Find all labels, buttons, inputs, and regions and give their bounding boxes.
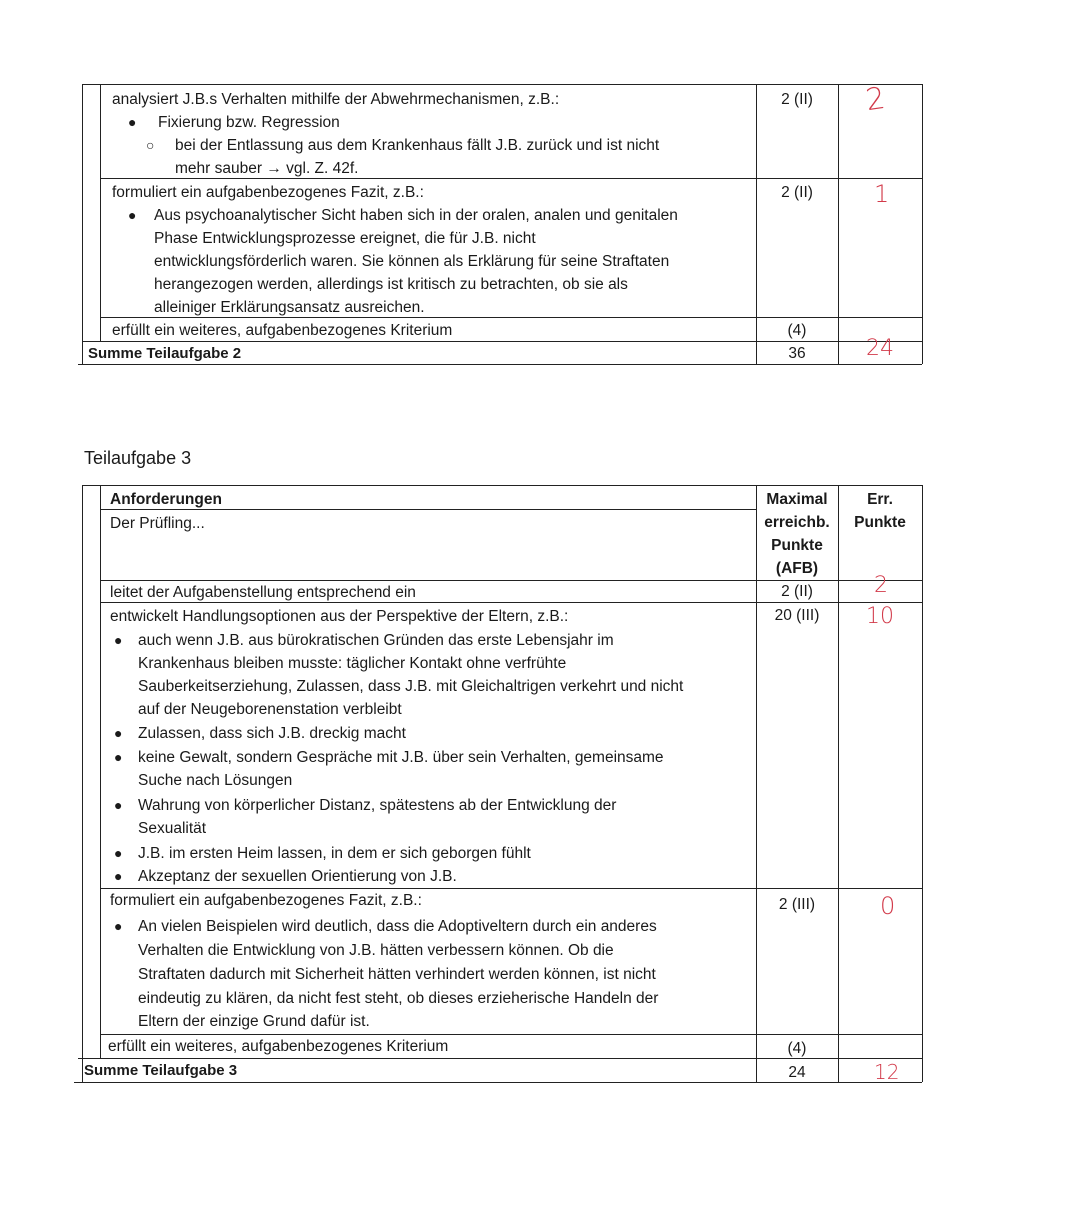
max-points: 2 (II) (781, 91, 813, 108)
sum-label: Summe Teilaufgabe 2 (88, 345, 242, 362)
fazit-line: Straftaten dadurch mit Sicherheit hätten verhindert werden können, ist nicht (138, 966, 656, 983)
max-points: 2 (II) (781, 184, 813, 201)
option-line: Sauberkeitserziehung, Zulassen, dass J.B. mit Gleichaltrigen verkehrt und nicht (138, 678, 684, 695)
header-max-points: Punkte (771, 537, 823, 554)
bullet-icon: ● (114, 845, 123, 861)
req-fazit-lead: formuliert ein aufgabenbezogenes Fazit, z.B.: (110, 892, 422, 909)
fazit-line: eindeutig zu klären, da nicht fest steht, ob dieses erzieherische Handeln der (138, 990, 659, 1007)
fazit-line: alleiniger Erklärungsansatz ausreichen. (154, 299, 425, 316)
sum-max: 24 (788, 1064, 806, 1081)
fazit-line: Eltern der einzige Grund dafür ist. (138, 1013, 370, 1030)
option-line: keine Gewalt, sondern Gespräche mit J.B. über sein Verhalten, gemeinsame (138, 749, 664, 766)
sum-max: 36 (788, 345, 806, 362)
handwritten-sum: 24 (866, 336, 894, 361)
handwritten-score: 10 (866, 604, 894, 629)
handwritten-score: 2 (863, 80, 888, 119)
fazit-line: Aus psychoanalytischer Sicht haben sich in der oralen, analen und genitalen (154, 207, 678, 224)
req-einleitung: leitet der Aufgabenstellung entsprechend ein (110, 584, 416, 601)
handwritten-score: 2 (874, 573, 888, 598)
bullet-icon: ● (114, 918, 123, 934)
bullet-icon: ● (128, 207, 137, 223)
header-max-points: erreichb. (764, 514, 830, 531)
option-line: Krankenhaus bleiben musste: täglicher Kontakt ohne verfrühte (138, 655, 567, 672)
bullet-icon: ● (114, 797, 123, 813)
req-abwehr-lead: analysiert J.B.s Verhalten mithilfe der Abwehrmechanismen, z.B.: (112, 91, 560, 108)
option-line: Akzeptanz der sexuellen Orientierung von J.B. (138, 868, 457, 885)
fazit-line: Verhalten die Entwicklung von J.B. hätten verbessern können. Ob die (138, 942, 614, 959)
header-err-points: Err. (867, 491, 893, 508)
option-line: Zulassen, dass sich J.B. dreckig macht (138, 725, 406, 742)
fazit-line: herangezogen werden, allerdings ist kritisch zu betrachten, ob sie als (154, 276, 628, 293)
header-max-points: Maximal (766, 491, 828, 508)
max-points: 20 (III) (774, 607, 820, 624)
req-weiteres-kriterium: erfüllt ein weiteres, aufgabenbezogenes Kriterium (112, 322, 453, 339)
circle-bullet-icon: ○ (146, 137, 155, 153)
fazit-line: entwicklungsförderlich waren. Sie können als Erklärung für seine Straftaten (154, 253, 670, 270)
option-line: J.B. im ersten Heim lassen, in dem er sich geborgen fühlt (138, 845, 531, 862)
handwritten-sum: 12 (874, 1060, 900, 1084)
bullet-icon: ● (114, 725, 123, 741)
fazit-line: An vielen Beispielen wird deutlich, dass die Adoptiveltern durch ein anderes (138, 918, 657, 935)
bullet-icon: ● (114, 632, 123, 648)
max-points: 2 (III) (778, 896, 816, 913)
section-title: Teilaufgabe 3 (84, 448, 192, 468)
handwritten-score: 0 (880, 892, 896, 920)
bullet-icon: ● (128, 114, 137, 130)
option-line: auf der Neugeborenenstation verbleibt (138, 701, 402, 718)
header-anforderungen: Anforderungen (110, 491, 222, 508)
bullet-icon: ● (114, 868, 123, 884)
header-max-points: (AFB) (775, 560, 819, 577)
header-err-points: Punkte (854, 514, 906, 531)
req-abwehr-bullet: Fixierung bzw. Regression (158, 114, 340, 131)
sum-label: Summe Teilaufgabe 3 (84, 1062, 238, 1079)
option-line: Suche nach Lösungen (138, 772, 293, 789)
option-line: auch wenn J.B. aus bürokratischen Gründen das erste Lebensjahr im (138, 632, 614, 649)
handwritten-score: 1 (874, 180, 890, 208)
max-points: 2 (II) (781, 583, 813, 600)
req-handlungsoptionen-lead: entwickelt Handlungsoptionen aus der Perspektive der Eltern, z.B.: (110, 608, 569, 625)
option-line: Wahrung von körperlicher Distanz, spätestens ab der Entwicklung der (138, 797, 617, 814)
req-abwehr-sub-line: bei der Entlassung aus dem Krankenhaus fällt J.B. zurück und ist nicht (175, 137, 660, 154)
req-abwehr-sub-line: mehr sauber → vgl. Z. 42f. (175, 160, 359, 177)
req-fazit-lead: formuliert ein aufgabenbezogenes Fazit, z.B.: (112, 184, 424, 201)
option-line: Sexualität (138, 820, 207, 837)
bullet-icon: ● (114, 749, 123, 765)
header-pruefling: Der Prüfling... (110, 515, 205, 532)
fazit-line: Phase Entwicklungsprozesse ereignet, die für J.B. nicht (154, 230, 536, 247)
max-points: (4) (787, 322, 807, 339)
max-points: (4) (787, 1040, 807, 1057)
req-weiteres-kriterium: erfüllt ein weiteres, aufgabenbezogenes Kriterium (108, 1038, 449, 1055)
